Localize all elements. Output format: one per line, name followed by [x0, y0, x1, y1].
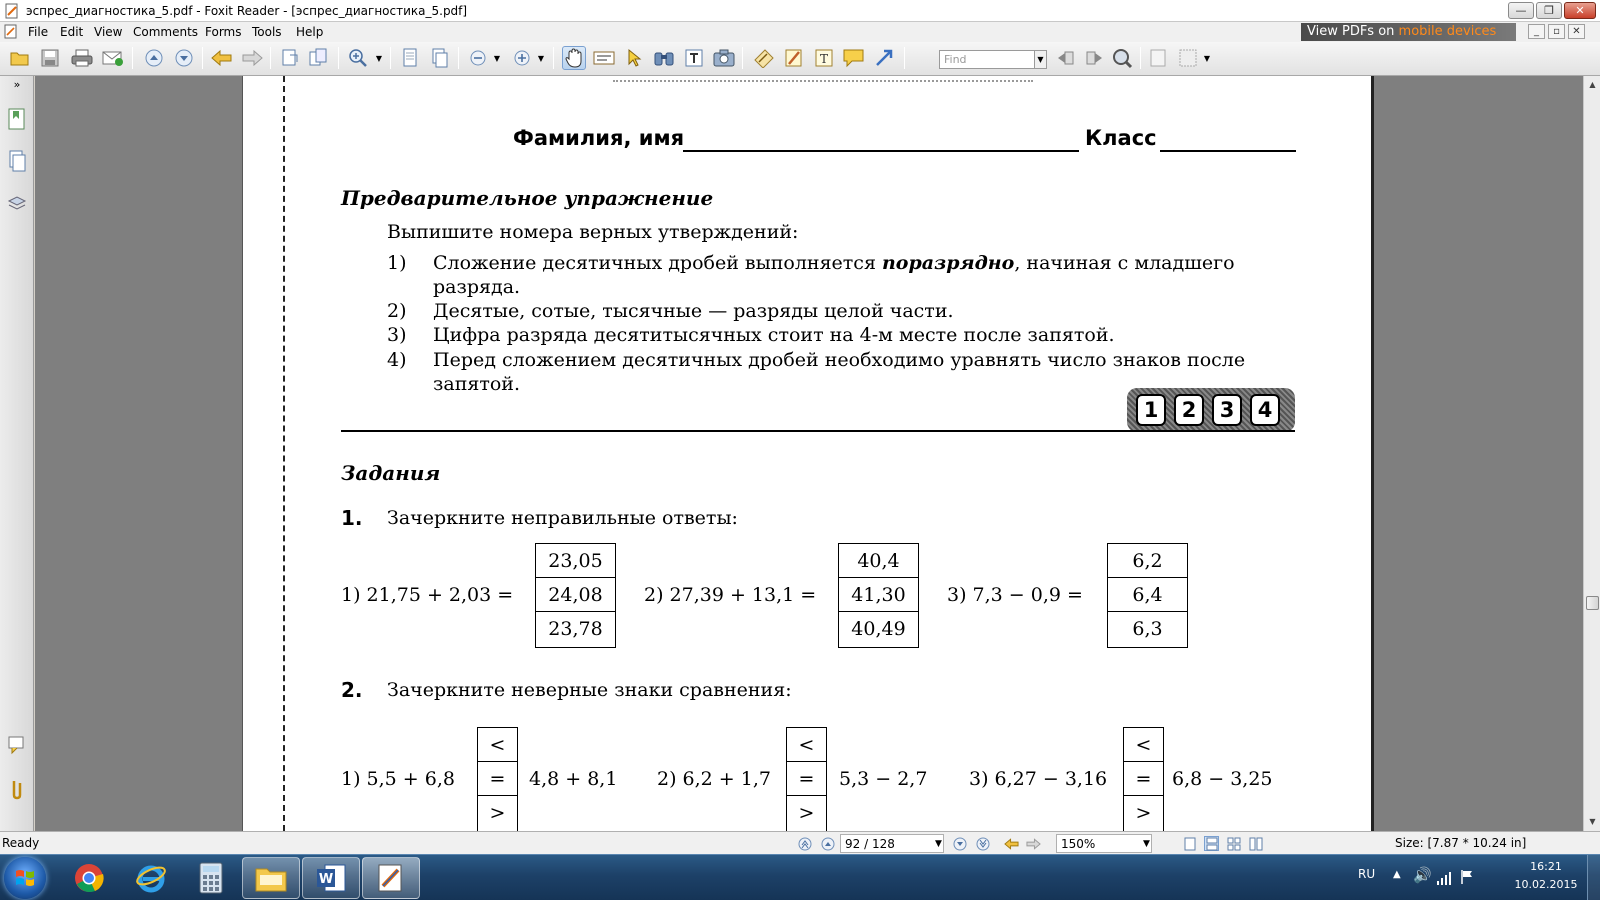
task2-right-expression: 6,8 − 3,25 — [1172, 768, 1273, 790]
doc-minimize-button[interactable]: _ — [1528, 24, 1545, 39]
prelim-instruction: Выпишите номера верных утверждений: — [387, 221, 799, 243]
svg-text:T: T — [819, 52, 829, 66]
find-input[interactable]: Find — [939, 50, 1035, 69]
doc-close-button[interactable]: ✕ — [1568, 24, 1585, 39]
save-icon[interactable] — [38, 46, 62, 70]
cut-line — [283, 76, 285, 831]
statement-text: Сложение десятичных дробей выполняется поразрядно, начиная с младшего — [433, 252, 1235, 274]
answer-option[interactable]: 40,49 — [851, 618, 906, 640]
doc-restore-button[interactable]: ▫ — [1548, 24, 1565, 39]
menu-help[interactable]: Help — [296, 25, 324, 39]
zoom-out-circle-icon[interactable] — [466, 46, 490, 70]
single-page-view-icon[interactable] — [1182, 836, 1197, 851]
zoom-in-icon[interactable] — [346, 46, 370, 70]
task1-expression: 3) 7,3 − 0,9 = — [947, 584, 1083, 606]
previous-page-icon[interactable] — [142, 46, 166, 70]
answer-option[interactable]: 41,30 — [839, 578, 918, 612]
answer-options-box — [1107, 543, 1188, 648]
foxit-reader-icon — [376, 863, 406, 893]
page-number-input[interactable]: 92 / 128 — [840, 834, 944, 853]
menu-file[interactable]: File — [28, 25, 49, 39]
attachments-icon[interactable] — [5, 776, 29, 802]
find-dropdown-icon[interactable]: ▼ — [1035, 50, 1047, 69]
zoom-in-dropdown-icon[interactable]: ▼ — [537, 53, 545, 63]
calculator-taskbar-button[interactable] — [182, 857, 240, 899]
action-center-flag-icon[interactable] — [1460, 869, 1474, 885]
answer-option[interactable]: 24,08 — [536, 578, 615, 612]
answer-keys-box — [1127, 388, 1295, 432]
comparison-signs-box — [1123, 727, 1164, 831]
task2-right-expression: 4,8 + 8,1 — [529, 768, 618, 790]
system-clock[interactable] — [1512, 858, 1580, 894]
document-view[interactable] — [35, 76, 1583, 831]
answer-key: 1 — [1136, 394, 1166, 426]
layers-icon[interactable] — [5, 190, 29, 216]
windows-logo-icon — [4, 857, 46, 899]
menu-comments[interactable]: Comments — [133, 25, 199, 39]
answer-option[interactable]: 23,05 — [536, 544, 615, 578]
note-icon[interactable] — [842, 46, 866, 70]
hand-tool-icon[interactable] — [562, 46, 586, 70]
extract-pages-icon[interactable] — [306, 46, 330, 70]
zoom-in-circle-icon[interactable] — [510, 46, 534, 70]
statement-text: Десятые, сотые, тысячные — разряды целой части. — [433, 300, 954, 322]
grid-dropdown-icon[interactable]: ▼ — [1203, 53, 1211, 63]
answer-option[interactable]: 6,2 — [1108, 544, 1187, 578]
task2-left-expression: 1) 5,5 + 6,8 — [341, 768, 455, 790]
blank-page-icon[interactable] — [1146, 46, 1170, 70]
back-view-icon[interactable] — [1004, 836, 1019, 851]
status-text: Ready — [2, 836, 40, 850]
rotate-icon[interactable] — [278, 46, 302, 70]
attach-file-icon[interactable] — [752, 46, 776, 70]
select-text-icon[interactable] — [592, 46, 616, 70]
task2-left-expression: 2) 6,2 + 1,7 — [657, 768, 771, 790]
pages-thumbnails-icon[interactable] — [5, 148, 29, 174]
document-icon[interactable] — [4, 24, 18, 39]
forward-view-icon[interactable] — [1026, 836, 1041, 851]
statement-number: 2) — [387, 300, 407, 322]
chrome-taskbar-button[interactable] — [60, 857, 118, 899]
navigation-panel — [0, 76, 34, 831]
svg-text:W: W — [318, 872, 334, 887]
volume-icon[interactable]: 🔊 — [1413, 866, 1432, 884]
task2-text: Зачеркните неверные знаки сравнения: — [387, 679, 792, 701]
statement-number: 4) — [387, 349, 407, 371]
show-hidden-icons-icon[interactable]: ▲ — [1393, 869, 1401, 880]
arrow-tool-icon[interactable] — [872, 46, 896, 70]
comments-panel-icon[interactable] — [5, 732, 29, 758]
expand-panel-icon[interactable]: » — [13, 77, 21, 91]
word-taskbar-button[interactable] — [302, 857, 360, 899]
comparison-sign[interactable]: < — [1124, 728, 1163, 762]
show-desktop-button[interactable] — [1587, 855, 1600, 900]
zoom-dropdown-icon[interactable]: ▼ — [375, 53, 383, 63]
clock-date: 10.02.2015 — [1514, 878, 1578, 891]
comparison-sign[interactable]: = — [478, 762, 517, 796]
zoom-out-dropdown-icon[interactable]: ▼ — [493, 53, 501, 63]
windows-taskbar — [0, 854, 1600, 900]
main-toolbar — [0, 42, 1600, 76]
continuous-facing-view-icon[interactable] — [1248, 836, 1263, 851]
textbox-icon[interactable] — [812, 46, 836, 70]
statement-text-cont: разряда. — [433, 276, 521, 298]
statement-number: 3) — [387, 324, 407, 346]
find-next-icon[interactable] — [1082, 46, 1106, 70]
find-binoculars-icon[interactable] — [652, 46, 676, 70]
statement-text-cont: запятой. — [433, 373, 520, 395]
class-field-line — [1160, 150, 1296, 152]
internet-explorer-icon — [135, 862, 167, 894]
answer-key: 4 — [1250, 394, 1280, 426]
facing-view-icon[interactable] — [1226, 836, 1241, 851]
scroll-down-icon[interactable]: ▼ — [1589, 817, 1596, 826]
promo-highlight: mobile devices — [1398, 24, 1497, 39]
continuous-view-icon[interactable] — [1204, 836, 1219, 851]
typewriter-icon[interactable] — [682, 46, 706, 70]
chrome-icon — [73, 862, 105, 894]
comparison-sign[interactable]: > — [798, 802, 815, 824]
task1-expression: 2) 27,39 + 13,1 = — [644, 584, 817, 606]
statement-text: Цифра разряда десятитысячных стоит на 4-м месте после запятой. — [433, 324, 1115, 346]
task-number: 1. — [341, 506, 363, 530]
menu-forms[interactable]: Forms — [205, 25, 242, 39]
select-arrow-icon[interactable] — [622, 46, 646, 70]
title-bar — [0, 0, 1600, 22]
promo-text: View PDFs on — [1307, 24, 1399, 39]
language-indicator[interactable]: RU — [1358, 867, 1376, 881]
answer-key: 2 — [1174, 394, 1204, 426]
comparison-sign[interactable]: > — [489, 802, 506, 824]
close-button[interactable]: ✕ — [1564, 2, 1596, 19]
window-title: эспрес_диагностика_5.pdf - Foxit Reader - [эспрес_диагностика_5.pdf] — [26, 4, 468, 18]
ie-taskbar-button[interactable] — [122, 857, 180, 899]
print-icon[interactable] — [70, 46, 94, 70]
task-number: 2. — [341, 678, 363, 702]
statement-number: 1) — [387, 252, 407, 274]
windows-start-button[interactable] — [4, 857, 46, 899]
menu-tools[interactable]: Tools — [252, 25, 282, 39]
task2-right-expression: 5,3 − 2,7 — [839, 768, 928, 790]
zoom-level-input[interactable]: 150% — [1056, 834, 1152, 853]
pdf-page — [242, 76, 1374, 831]
answer-option[interactable]: 6,3 — [1132, 618, 1163, 640]
menu-edit[interactable]: Edit — [60, 25, 84, 39]
clock-time: 16:21 — [1530, 860, 1562, 873]
comparison-sign[interactable]: = — [1124, 762, 1163, 796]
continuous-page-icon[interactable] — [428, 46, 452, 70]
snapshot-icon[interactable] — [712, 46, 736, 70]
task1-expression: 1) 21,75 + 2,03 = — [341, 584, 514, 606]
task2-left-expression: 3) 6,27 − 3,16 — [969, 768, 1108, 790]
explorer-taskbar-button[interactable] — [242, 857, 300, 899]
menu-view[interactable]: View — [94, 25, 123, 39]
scroll-thumb[interactable] — [1586, 596, 1599, 610]
comparison-signs-box — [477, 727, 518, 831]
folder-icon — [254, 863, 288, 893]
back-arrow-icon[interactable] — [210, 46, 234, 70]
answer-option[interactable]: 23,78 — [548, 618, 603, 640]
surname-label: Фамилия, имя — [513, 126, 685, 150]
task1-text: Зачеркните неправильные ответы: — [387, 507, 738, 529]
bookmarks-icon[interactable] — [5, 106, 29, 132]
foxit-taskbar-button[interactable] — [362, 857, 420, 899]
answer-options-box — [838, 543, 919, 648]
forward-arrow-icon[interactable] — [240, 46, 264, 70]
surname-field-line — [683, 150, 1079, 152]
comparison-sign[interactable]: < — [787, 728, 826, 762]
statement-text: Перед сложением десятичных дробей необходимо уравнять число знаков после — [433, 349, 1246, 371]
word-icon — [315, 863, 347, 893]
tasks-title: Задания — [341, 461, 441, 485]
section-divider — [341, 430, 1127, 432]
comparison-signs-box — [786, 727, 827, 831]
prelim-title: Предварительное упражнение — [341, 186, 714, 210]
search-icon[interactable] — [1110, 46, 1134, 70]
prev-page-icon[interactable] — [820, 836, 835, 851]
answer-option[interactable]: 6,4 — [1108, 578, 1187, 612]
page-dropdown-icon[interactable]: ▼ — [935, 839, 942, 849]
calculator-icon — [198, 862, 224, 894]
minimize-button[interactable]: — — [1508, 2, 1534, 19]
answer-option[interactable]: 40,4 — [839, 544, 918, 578]
comparison-sign[interactable]: = — [787, 762, 826, 796]
grid-icon[interactable] — [1176, 46, 1200, 70]
status-bar — [0, 831, 1600, 854]
open-icon[interactable] — [8, 46, 32, 70]
first-page-icon[interactable] — [797, 836, 812, 851]
vertical-scrollbar[interactable] — [1583, 76, 1600, 831]
answer-options-box — [535, 543, 616, 648]
email-icon[interactable] — [101, 46, 125, 70]
comparison-sign[interactable]: > — [1135, 802, 1152, 824]
foxit-app-icon[interactable] — [4, 3, 20, 19]
next-page-status-icon[interactable] — [952, 836, 967, 851]
page-size-text: Size: [7.87 * 10.24 in] — [1395, 836, 1527, 850]
restore-button[interactable]: ❐ — [1536, 2, 1562, 19]
network-icon[interactable] — [1436, 870, 1452, 886]
next-page-icon[interactable] — [172, 46, 196, 70]
pencil-icon[interactable] — [782, 46, 806, 70]
comparison-sign[interactable]: < — [478, 728, 517, 762]
zoom-level-dropdown-icon[interactable]: ▼ — [1143, 839, 1150, 849]
mobile-promo-banner[interactable] — [1301, 23, 1516, 41]
last-page-icon[interactable] — [975, 836, 990, 851]
find-previous-icon[interactable] — [1054, 46, 1078, 70]
scroll-up-icon[interactable]: ▲ — [1589, 80, 1596, 89]
answer-key: 3 — [1212, 394, 1242, 426]
class-label: Класс — [1085, 126, 1157, 150]
single-page-icon[interactable] — [398, 46, 422, 70]
